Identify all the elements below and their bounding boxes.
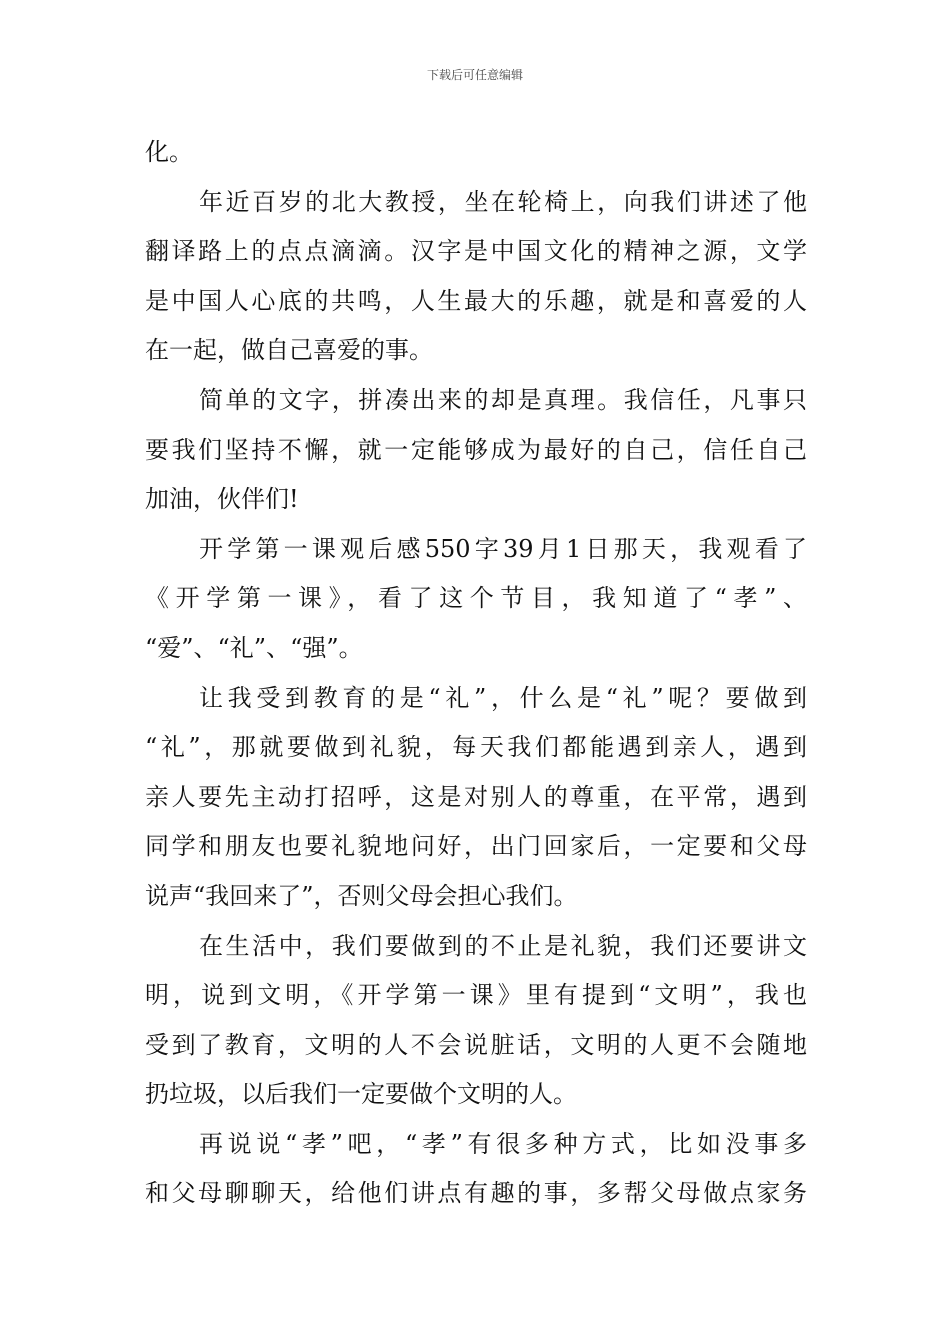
text-line: 加油，伙伴们!: [145, 485, 299, 514]
text-line: 扔垃圾，以后我们一定要做个文明的人。: [145, 1080, 577, 1109]
body-text: [145, 128, 807, 1219]
text-line: 化。: [145, 138, 193, 166]
text-line: 要我们坚持不懈，就一定能够成为最好的自己，信任自己: [145, 435, 807, 464]
text-line: 再说说“孝”吧，“孝”有很多种方式，比如没事多: [199, 1129, 807, 1158]
text-line: 是中国人心底的共鸣，人生最大的乐趣，就是和喜爱的人: [145, 286, 807, 315]
text-line: 和父母聊聊天，给他们讲点有趣的事，多帮父母做点家务: [145, 1179, 807, 1208]
text-line: 《开学第一课》，看了这个节目，我知道了“孝”、: [145, 584, 807, 613]
text-line: 在生活中，我们要做到的不止是礼貌，我们还要讲文: [199, 931, 807, 960]
text-line: 亲人要先主动打招呼，这是对别人的尊重，在平常，遇到: [145, 782, 807, 811]
text-line: 开学第一课观后感550字39月1日那天，我观看了: [199, 534, 807, 563]
text-line: 在一起，做自己喜爱的事。: [145, 336, 433, 365]
text-line: 简单的文字，拼凑出来的却是真理。我信任，凡事只: [199, 385, 807, 414]
text-line: 让我受到教育的是“礼”，什么是“礼”呢？要做到: [199, 683, 807, 712]
text-line: “爱”、“礼”、“强”。: [145, 633, 363, 662]
page-header: 下载后可任意编辑: [426, 68, 523, 82]
text-line: “礼”，那就要做到礼貌，每天我们都能遇到亲人，遇到: [145, 733, 807, 762]
text-line: 明，说到文明，《开学第一课》里有提到“文明”，我也: [145, 981, 807, 1010]
text-line: 说声“我回来了”，否则父母会担心我们。: [145, 881, 578, 910]
text-line: 年近百岁的北大教授，坐在轮椅上，向我们讲述了他: [199, 187, 807, 216]
text-line: 翻译路上的点点滴滴。汉字是中国文化的精神之源，文学: [145, 237, 807, 266]
text-line: 受到了教育，文明的人不会说脏话，文明的人更不会随地: [145, 1030, 807, 1059]
text-line: 同学和朋友也要礼貌地问好，出门回家后，一定要和父母: [145, 832, 807, 861]
